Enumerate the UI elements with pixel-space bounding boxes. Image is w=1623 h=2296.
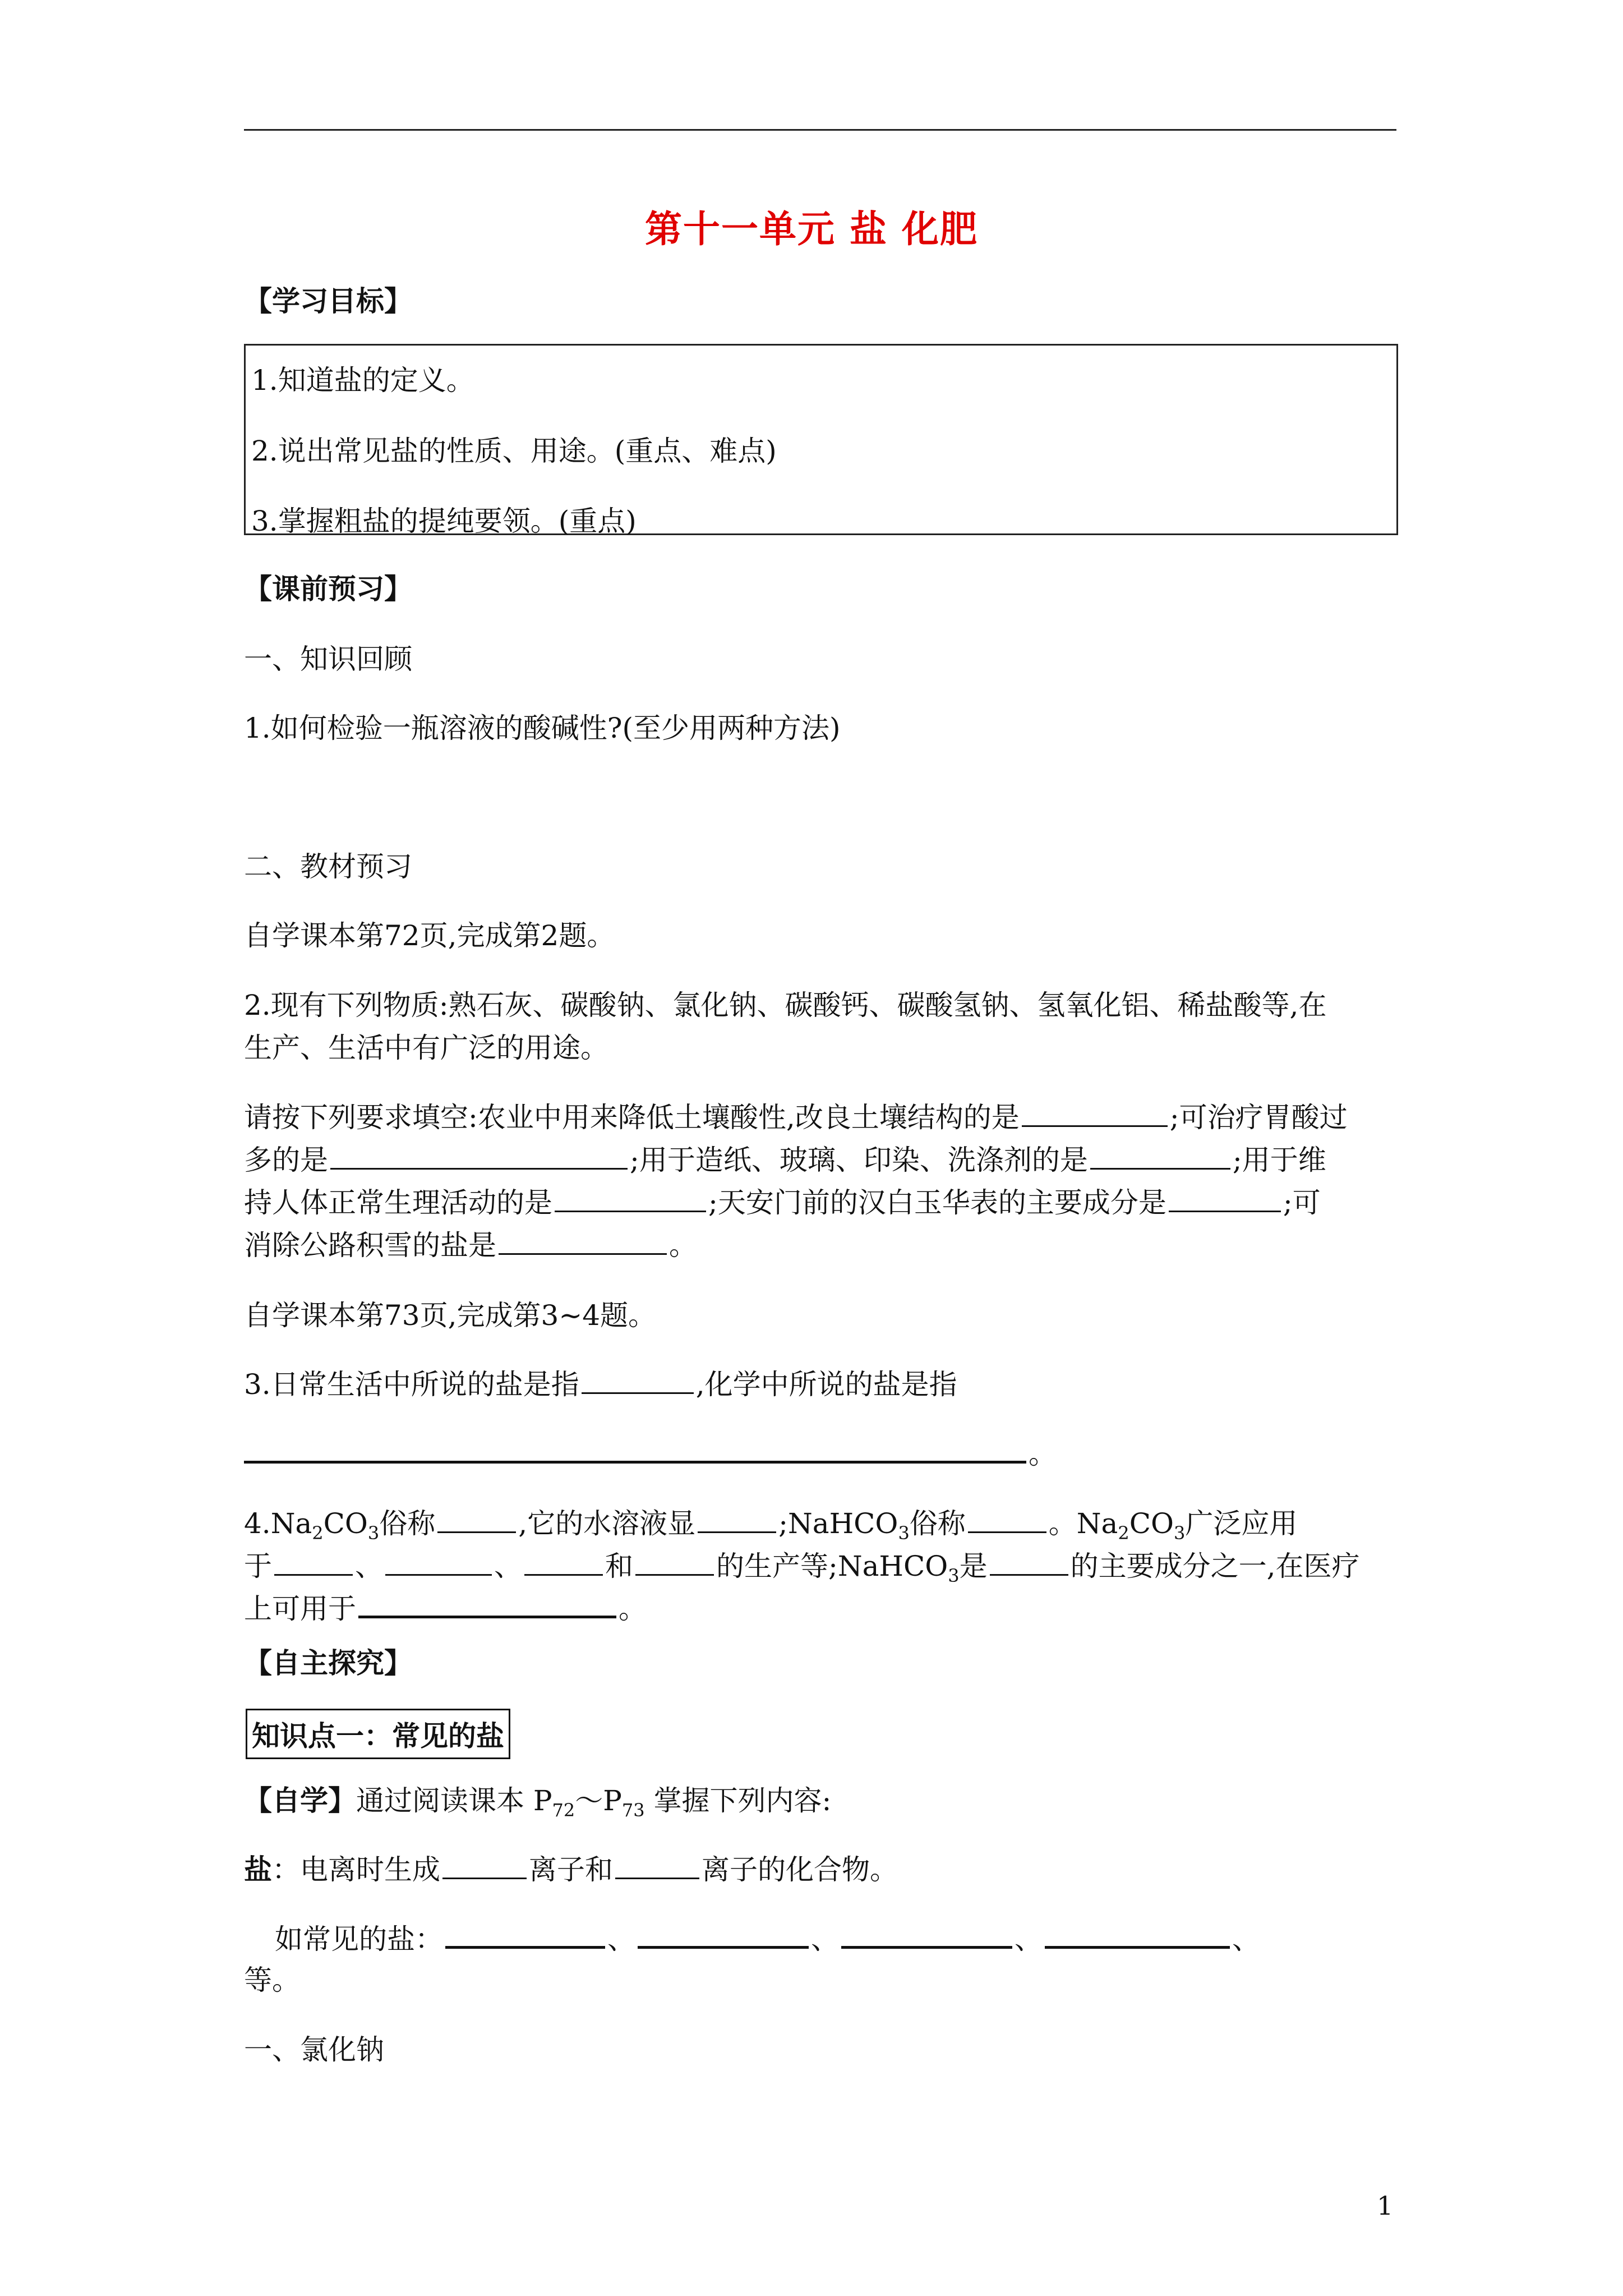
textbook-title: 二、教材预习: [244, 850, 412, 883]
question-4-line-3: 上可用于 。: [244, 1586, 647, 1627]
salt-definition: 盐：电离时生成 离子和 离子的化合物。: [244, 1847, 898, 1888]
page-number: 1: [1377, 2191, 1394, 2221]
self-study-73: 自学课本第73页,完成第3~4题。: [244, 1299, 657, 1332]
self-learn-line: 【自学】通过阅读课本 $P_{72}\sim P_{73}$ 掌握下列内容:: [244, 1784, 832, 1821]
question-2-line-2: 生产、生活中有广泛的用途。: [244, 1032, 608, 1064]
nacl-title: 一、氯化钠: [244, 2033, 384, 2066]
common-salts-end: 等。: [244, 1964, 300, 1996]
answer-blank[interactable]: [445, 1920, 605, 1949]
question-2-line-1: 2.现有下列物质:熟石灰、碳酸钠、氯化钠、碳酸钙、碳酸氢钠、氢氧化铝、稀盐酸等,在: [244, 989, 1327, 1022]
answer-blank[interactable]: [358, 1590, 616, 1618]
q2-fill-line-1: 请按下列要求填空:农业中用来降低土壤酸性,改良土壤结构的是 ;可治疗胃酸过: [244, 1095, 1348, 1135]
answer-blank[interactable]: [524, 1548, 603, 1576]
answer-blank[interactable]: [990, 1548, 1068, 1576]
self-study-72: 自学课本第72页,完成第2题。: [244, 919, 615, 952]
answer-blank[interactable]: [244, 1435, 1026, 1464]
review-title: 一、知识回顾: [244, 643, 412, 675]
question-4-line-1: $4.Na_2CO_3$俗称 ,它的水溶液显 ;NaHCO$_3$俗称 。$Na_2CO_3$广泛应用: [244, 1501, 1297, 1544]
common-salts-line: 如常见的盐： 、 、 、 、: [275, 1917, 1260, 1957]
answer-blank[interactable]: [1022, 1099, 1168, 1127]
question-1: 1.如何检验一瓶溶液的酸碱性?(至少用两种方法): [244, 712, 841, 744]
answer-blank[interactable]: [274, 1548, 353, 1576]
answer-blank[interactable]: [638, 1920, 809, 1949]
answer-blank[interactable]: [1169, 1185, 1281, 1212]
answer-blank[interactable]: [698, 1506, 776, 1533]
question-4-line-2: 于 、 、 和 的生产等;NaHCO$_3$是 的主要成分之一,在医疗: [244, 1544, 1360, 1586]
goal-item: 3.掌握粗盐的提纯要领。(重点): [251, 505, 637, 537]
answer-blank[interactable]: [1045, 1920, 1230, 1949]
question-3: 3.日常生活中所说的盐是指 ,化学中所说的盐是指: [244, 1362, 957, 1402]
explore-heading: 【自主探究】: [244, 1647, 412, 1680]
q2-fill-line-2: 多的是 ;用于造纸、玻璃、印染、洗涤剂的是 ;用于维: [244, 1138, 1326, 1178]
answer-blank[interactable]: [330, 1142, 628, 1170]
preview-heading: 【课前预习】: [244, 573, 412, 605]
answer-blank[interactable]: [385, 1548, 492, 1576]
header-rule: [244, 129, 1396, 131]
answer-blank[interactable]: [442, 1852, 527, 1879]
answer-blank[interactable]: [499, 1227, 667, 1255]
question-3-answer-line: 。: [244, 1432, 1057, 1472]
answer-blank[interactable]: [968, 1506, 1046, 1533]
answer-blank[interactable]: [1090, 1142, 1230, 1170]
goal-item: 2.说出常见盐的性质、用途。(重点、难点): [251, 435, 777, 467]
page-title: 第十一单元 盐 化肥: [645, 208, 978, 251]
goal-item: 1.知道盐的定义。: [251, 364, 474, 397]
goals-heading: 【学习目标】: [244, 285, 412, 318]
answer-blank[interactable]: [582, 1366, 694, 1394]
answer-blank[interactable]: [841, 1920, 1012, 1949]
answer-blank[interactable]: [635, 1548, 714, 1576]
answer-blank[interactable]: [615, 1852, 699, 1879]
answer-blank[interactable]: [437, 1506, 516, 1533]
answer-blank[interactable]: [555, 1185, 706, 1212]
knowledge-point-box: 知识点一：常见的盐: [246, 1709, 510, 1759]
goals-box: [244, 344, 1398, 535]
q2-fill-line-3: 持人体正常生理活动的是 ;天安门前的汉白玉华表的主要成分是 ;可: [244, 1180, 1321, 1221]
q2-fill-line-4: 消除公路积雪的盐是 。: [244, 1223, 697, 1263]
